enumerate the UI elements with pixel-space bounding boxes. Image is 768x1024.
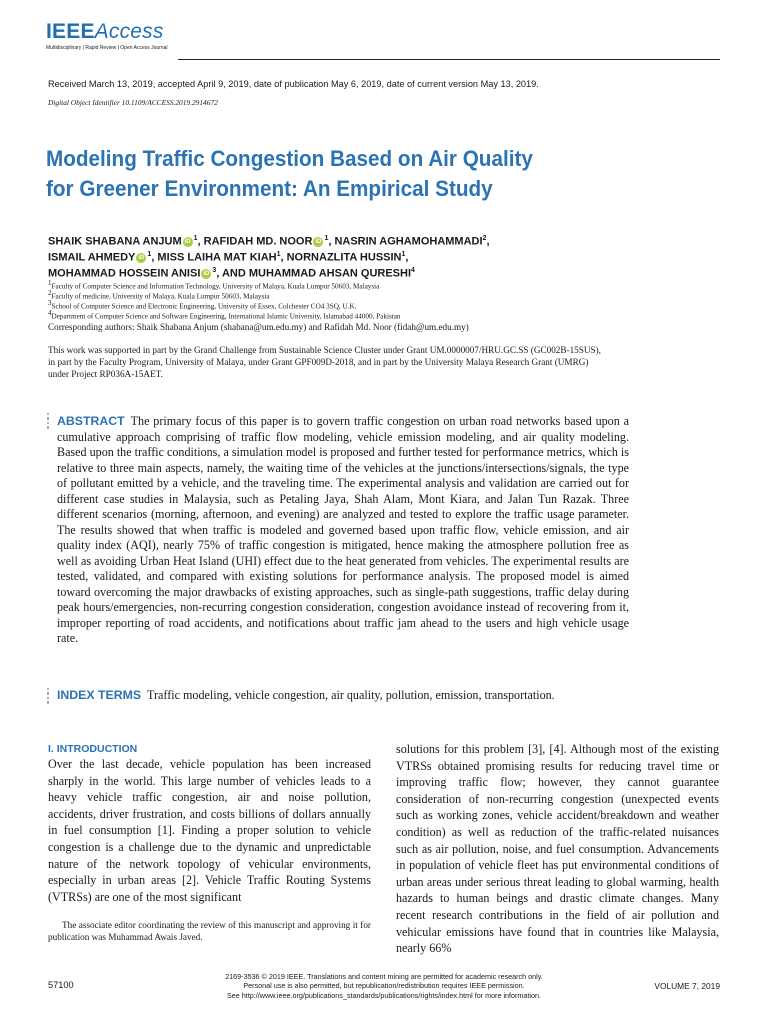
author-name: , AND MUHAMMAD AHSAN QURESHI [216, 267, 412, 280]
copyright-line: 2169-3536 © 2019 IEEE. Translations and content mining are permitted for academic research only. [225, 972, 543, 981]
author-name: , NORNAZLITA HUSSIN [280, 251, 402, 264]
abstract-text: The primary focus of this paper is to govern traffic congestion on urban road networks based upon a cumulative approach comprising of traffic flow modeling, vehicle emission modeling, and air quality modeling. Based upon the traffic conditions, a simulation model is proposed and further tested for performance metrics, which is relative to three main aspects, namely, the waiting time of the vehicles at the junctions/intersections/signals, the type of pollutant emitted by a vehicle, and the traveling time. The experimental analysis and validation are carried out for different case studies in Malaysia, such as Petaling Jaya, Shah Alam, Mont Kiara, and Jalan Tun Razak. Three different scenarios (morning, afternoon, and evening) are analyzed and tested to explore the traffic usage parameter. The results showed that when traffic is modeled and governed based upon traffic flow, vehicle emission, and air quality index (AQI), nearly 75% of traffic congestion is mitigated, hence making the atmosphere pollution free as well as avoiding Urban Heat Island (UHI) effect due to the heat generated from vehicles. The experimental results are tested, validated, and compared with existing solutions for performance analysis. The proposed model is aimed toward overcoming the major drawbacks of existing approaches, such as single-path suggestions, traffic delay during peak hours/emergencies, non-recurring congestion consideration, congestion avoidance instead of recovering from it, improper reporting of road accidents, and notifications about traffic jam ahead to the users and high vehicle usage rate. [57, 414, 629, 645]
affiliation-text: Faculty of Computer Science and Information Technology, University of Malaya, Kuala Lumpur 50603, Malaysia [51, 282, 380, 291]
affiliation-num: 3 [48, 299, 52, 307]
received-dates: Received March 13, 2019, accepted April 9, 2019, date of publication May 6, 2019, date of current version May 13, 2019. [48, 79, 539, 89]
affiliation-num: 2 [48, 289, 52, 297]
author-affil-num: 1 [276, 251, 281, 258]
copyright-line: Personal use is also permitted, but republication/redistribution requires IEEE permission. [243, 981, 525, 991]
affiliation-text: Faculty of medicine, University of Malaya, Kuala Lumpur 50603, Malaysia [51, 292, 270, 301]
funding-statement: This work was supported in part by the Grand Challenge from Sustainable Science Cluster under Grant UM.0000007/HRU.GC.SS (GC002B-15SUS), in part by the Faculty Program, University of Malaya, under Grant GPF009D-2018, and in part by the University Malaya Research Grant (UMRG) under Project RP036A-15AET. [48, 345, 601, 379]
paper-title [46, 144, 653, 204]
journal-tagline: Multidisciplinary | Rapid Review | Open Access Journal [46, 45, 168, 51]
header-rule [178, 59, 720, 60]
author-name: , MISS LAIHA MAT KIAH [151, 251, 277, 264]
author-affil-num: 3 [212, 267, 217, 274]
affiliation-text: School of Computer Science and Electronic Engineering, University of Essex, Colchester CO4 3SQ, U.K. [51, 302, 357, 311]
author-name: , RAFIDAH MD. NOOR [197, 235, 313, 248]
editor-footnote: The associate editor coordinating the review of this manuscript and approving it for publication was Muhammad Awais Javed. [48, 920, 371, 942]
intro-paragraph-left: Over the last decade, vehicle population has been increased sharply in the world. This large number of vehicles leads to a heavy vehicle traffic congestion, air and noise pollution, accidents, driver frustration, and costs billions of dollars annually in fuel consumption [1]. Finding a proper solution to vehicle congestion is a challenge due to the dynamic and unpredictable nature of the network topology of vehicular environments, especially in urban areas [2]. Vehicle Traffic Routing Systems (VTRSs) are one of the most significant [48, 757, 371, 904]
doi: Digital Object Identifier 10.1109/ACCESS.2019.2914672 [48, 98, 218, 107]
index-terms [57, 688, 657, 703]
affiliation-num: 4 [48, 309, 52, 317]
page-number: 57100 [48, 980, 74, 990]
affiliation [48, 308, 401, 321]
volume-label: VOLUME 7, 2019 [654, 981, 720, 991]
author-name: MOHAMMAD HOSSEIN ANISI [48, 267, 201, 280]
author-affil-num: 1 [147, 251, 152, 258]
index-terms-label: INDEX TERMS [57, 688, 142, 702]
copyright-notice [180, 972, 588, 1000]
author-affil-num: 1 [324, 235, 329, 242]
orcid-icon[interactable]: iD [184, 238, 191, 245]
affiliation-num: 1 [48, 279, 52, 287]
copyright-link[interactable]: See http://www.ieee.org/publications_standards/publications/rights/index.html for more information. [226, 990, 542, 1000]
section-heading: I. INTRODUCTION [48, 743, 138, 755]
author-name: , NASRIN AGHAMOHAMMADI [328, 235, 483, 248]
corresponding-authors: Corresponding authors: Shaik Shabana Anjum (shabana@um.edu.my) and Rafidah Md. Noor (fidah@um.edu.my) [48, 322, 469, 332]
left-column [48, 742, 371, 905]
index-terms-text: Traffic modeling, vehicle congestion, air quality, pollution, emission, transportation. [147, 688, 555, 702]
affiliation-text: Department of Computer Science and Software Engineering, International Islamic University, Islamabad 44000, Pakistan [51, 312, 401, 321]
right-column [396, 741, 719, 957]
abstract [57, 414, 629, 647]
title-line-2: for Greener Environment: An Empirical Study [46, 176, 493, 201]
abstract-marker-icon [47, 413, 50, 431]
author-affil-num: 4 [411, 267, 415, 274]
author-separator: , [405, 251, 409, 264]
author-name: SHAIK SHABANA ANJUM [48, 235, 182, 248]
logo-brand-italic: Access [94, 20, 164, 43]
author-affil-num: 1 [401, 251, 406, 258]
title-line-1: Modeling Traffic Congestion Based on Air Quality [46, 146, 533, 171]
logo-brand-bold: IEEE [46, 20, 95, 43]
author-separator: , [486, 235, 490, 248]
orcid-icon[interactable]: iD [138, 254, 145, 261]
author-affil-num: 2 [482, 235, 487, 242]
author-affil-num: 1 [193, 235, 198, 242]
index-terms-marker-icon [47, 688, 50, 706]
orcid-icon[interactable]: iD [203, 270, 210, 277]
journal-logo [46, 20, 168, 51]
orcid-icon[interactable]: iD [315, 238, 322, 245]
author-name: ISMAIL AHMEDY [48, 251, 136, 264]
intro-paragraph-right: solutions for this problem [3], [4]. Although most of the existing VTRSs obtained promising results for reducing travel time or improving traffic flow; however, they cannot guarantee consideration of non-recurring congestion (unexpected events such as working zones, vehicle accident/breakdown and weather condition) as well as reduction of the traffic-related nuisances such as air pollution, noise, and fuel consumption. Advancements in population of vehicle fleet has put environmental conditions of urban areas under serious threat leading to global warming, health hazards to human beings and drastic climate changes. Many recent research contributions in the field of air pollution and vehicular emissions have found that in countries like Malaysia, nearly 66% [396, 742, 719, 956]
abstract-label: ABSTRACT [57, 414, 125, 428]
